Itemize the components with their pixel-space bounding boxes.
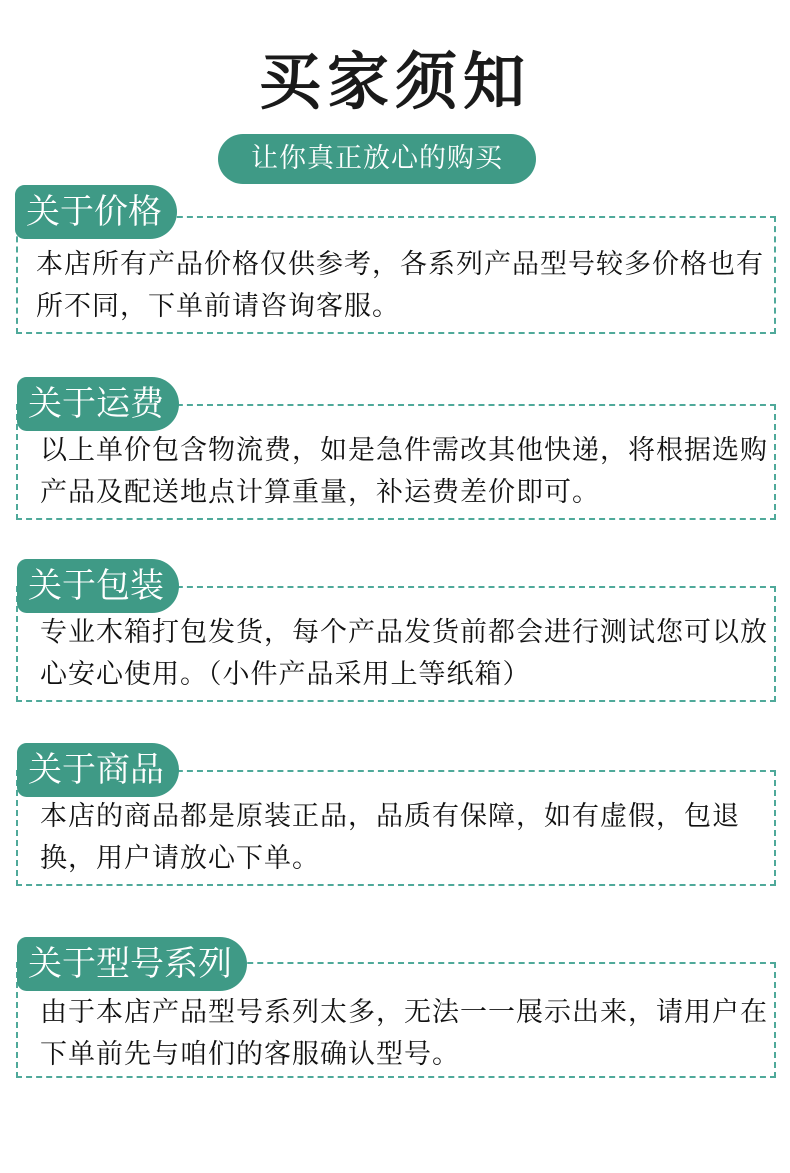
section-shipping [16, 374, 776, 522]
section-shipping-text: 以上单价包含物流费，如是急件需改其他快递，将根据选购产品及配送地点计算重量，补运费差价即可。 [40, 435, 768, 508]
subtitle-badge: 让你真正放心的购买 [218, 134, 536, 184]
page-title: 买家须知 [258, 45, 531, 118]
section-product-tag: 关于商品 [18, 744, 178, 796]
section-product [16, 740, 776, 888]
section-packaging [16, 556, 776, 704]
section-model-text: 由于本店产品型号系列太多，无法一一展示出来，请用户在下单前先与咱们的客服确认型号。 [40, 997, 768, 1070]
section-packaging-tag: 关于包装 [18, 560, 178, 612]
section-packaging-text: 专业木箱打包发货，每个产品发货前都会进行测试您可以放心安心使用。（小件产品采用上等纸箱） [40, 617, 768, 690]
section-price [16, 186, 776, 336]
section-model [16, 932, 776, 1080]
section-product-text: 本店的商品都是原装正品，品质有保障，如有虚假，包退换，用户请放心下单。 [40, 801, 740, 874]
section-shipping-tag: 关于运费 [18, 378, 178, 430]
section-price-text: 本店所有产品价格仅供参考，各系列产品型号较多价格也有所不同，下单前请咨询客服。 [36, 249, 764, 322]
section-price-tag: 关于价格 [16, 186, 176, 238]
section-model-tag: 关于型号系列 [18, 938, 246, 990]
